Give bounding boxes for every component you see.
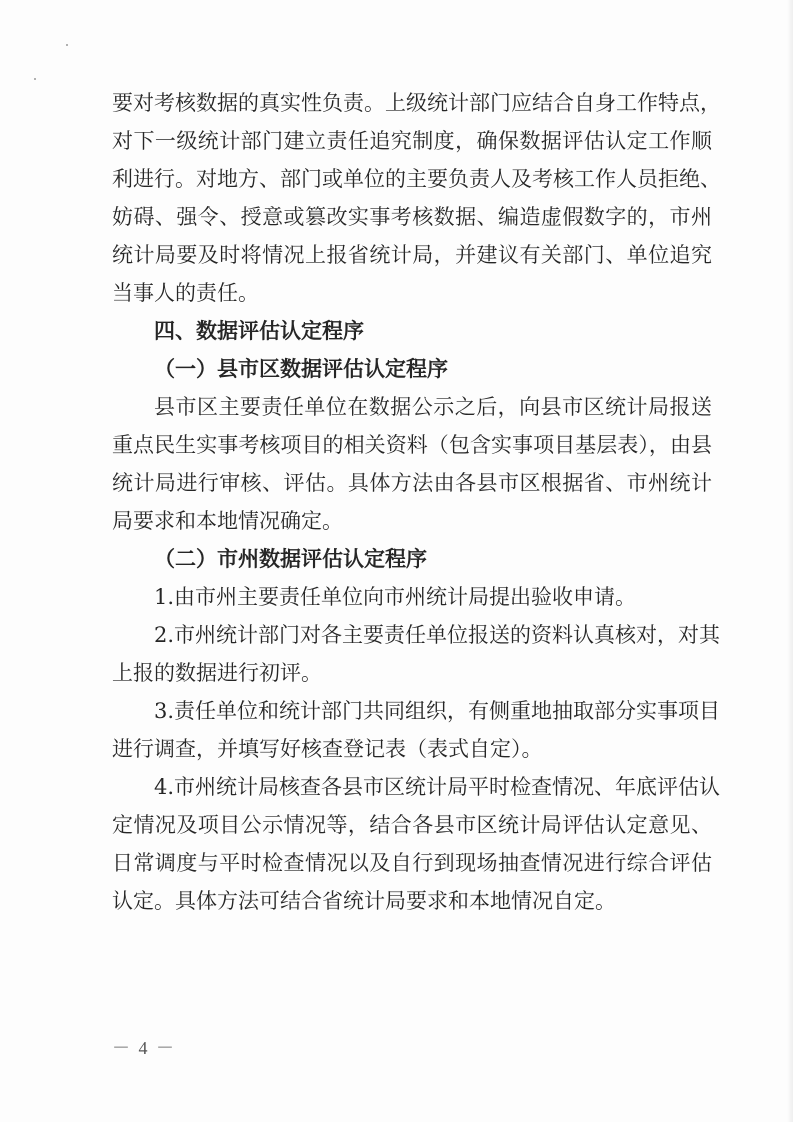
page-number: － 4 － bbox=[112, 1038, 176, 1058]
section-heading: 四、数据评估认定程序 bbox=[154, 319, 364, 343]
scan-speck bbox=[34, 78, 36, 80]
subsection-heading: （二）市州数据评估认定程序 bbox=[154, 547, 427, 571]
body-line: 统计局要及时将情况上报省统计局，并建议有关部门、单位追究 bbox=[112, 243, 712, 267]
body-line: 认定。具体方法可结合省统计局要求和本地情况自定。 bbox=[112, 889, 616, 913]
body-line: 重点民生实事考核项目的相关资料（包含实事项目基层表），由县 bbox=[112, 433, 712, 457]
body-line: 日常调度与平时检查情况以及自行到现场抽查情况进行综合评估 bbox=[112, 851, 712, 875]
body-line: 统计局进行审核、评估。具体方法由各县市区根据省、市州统计 bbox=[112, 471, 712, 495]
body-line: 当事人的责任。 bbox=[112, 281, 259, 305]
body-line: 对下一级统计部门建立责任追究制度，确保数据评估认定工作顺 bbox=[112, 129, 712, 153]
subsection-heading: （一）县市区数据评估认定程序 bbox=[154, 357, 448, 381]
list-item: 4.市州统计局核查各县市区统计局平时检查情况、年底评估认 bbox=[154, 775, 721, 799]
body-line: 局要求和本地情况确定。 bbox=[112, 509, 343, 533]
body-line: 妨碍、强令、授意或篡改实事考核数据、编造虚假数字的，市州 bbox=[112, 205, 712, 229]
body-line: 定情况及项目公示情况等，结合各县市区统计局评估认定意见、 bbox=[112, 813, 712, 837]
body-line: 进行调查，并填写好核查登记表（表式自定）。 bbox=[112, 737, 543, 761]
document-body bbox=[112, 84, 721, 920]
body-line: 利进行。对地方、部门或单位的主要负责人及考核工作人员拒绝、 bbox=[112, 167, 721, 191]
list-item: 1.由市州主要责任单位向市州统计局提出验收申请。 bbox=[154, 585, 637, 609]
scan-edge-shadow bbox=[787, 0, 793, 1122]
list-item: 2.市州统计部门对各主要责任单位报送的资料认真核对，对其 bbox=[154, 623, 721, 647]
list-item: 3.责任单位和统计部门共同组织，有侧重地抽取部分实事项目 bbox=[154, 699, 721, 723]
body-line: 县市区主要责任单位在数据公示之后，向县市区统计局报送 bbox=[154, 395, 712, 419]
scan-speck bbox=[66, 44, 68, 46]
body-line: 要对考核数据的真实性负责。上级统计部门应结合自身工作特点， bbox=[112, 91, 721, 115]
body-line: 上报的数据进行初评。 bbox=[112, 661, 322, 685]
